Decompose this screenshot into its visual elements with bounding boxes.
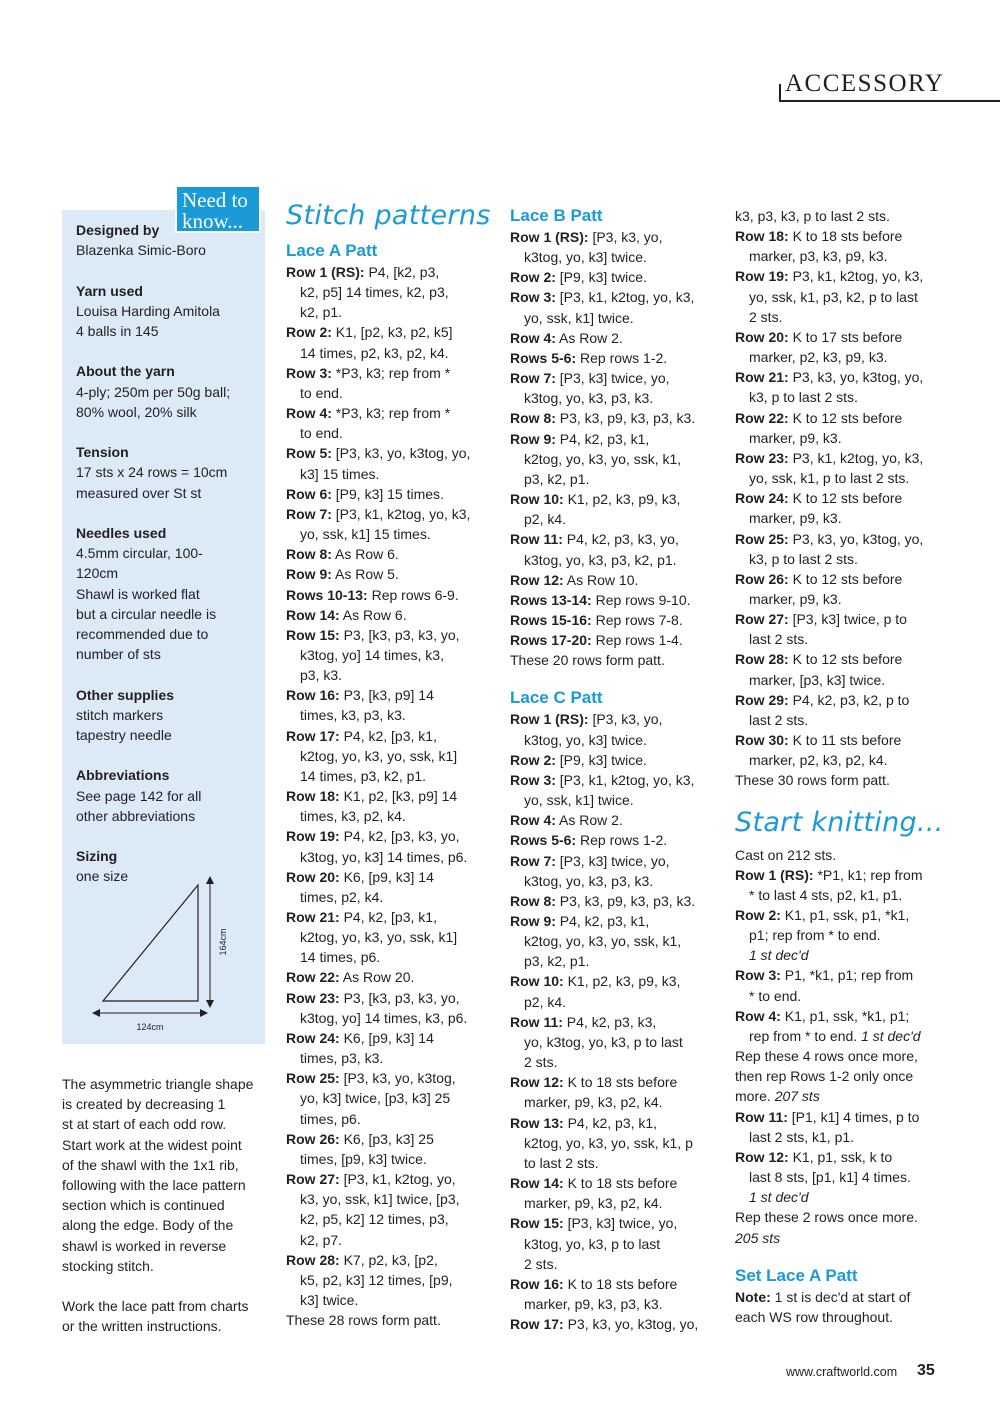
pattern-row: Row 26: K6, [p3, k3] 25 times, [p9, k3] twice. (286, 1130, 434, 1167)
pattern-row: Row 30: K to 11 sts before marker, p2, k3, p2, k4. (735, 732, 902, 769)
pattern-row: Rows 13-14: Rep rows 9-10. (510, 591, 691, 608)
pattern-row: Row 25: [P3, k3, yo, k3tog, yo, k3] twice, [p3, k3] 25 times, p6. (286, 1070, 456, 1127)
pattern-row: Row 16: K to 18 sts before marker, p9, k3, p3, k3. (510, 1275, 678, 1312)
pattern-row: Row 18: K to 18 sts before marker, p3, k3, p9, k3. (735, 228, 903, 265)
set-lace-a-heading: Set Lace A Patt (735, 1265, 858, 1285)
pattern-row: Row 15: P3, [k3, p3, k3, yo, k3tog, yo] 14 times, k3, p3, k3. (286, 626, 460, 684)
pattern-row: Rows 10-13: Rep rows 6-9. (286, 586, 459, 603)
pattern-row: Row 3: [P3, k1, k2tog, yo, k3, yo, ssk, k1] twice. (510, 771, 695, 809)
pattern-row: Row 24: K to 12 sts before marker, p9, k3. (735, 490, 903, 527)
info-label: Other supplies (76, 686, 175, 703)
info-block (76, 442, 261, 503)
sizing-diagram (90, 870, 240, 1040)
info-block (76, 765, 261, 826)
start-row-4: Row 4: K1, p1, ssk, *k1, p1; rep from * to end. 1 st dec'd (735, 1007, 921, 1044)
column-1 (286, 198, 501, 1330)
pattern-row: Row 17: P3, k3, yo, k3tog, yo, (510, 1316, 699, 1333)
info-label: Designed by (76, 222, 160, 238)
info-value: one size (76, 868, 129, 885)
badge-line-2: know... (182, 209, 244, 233)
lace-b-closing: These 20 rows form patt. (510, 652, 665, 669)
info-value: 4 balls in 145 (76, 323, 159, 339)
page-number: 35 (917, 1362, 935, 1379)
pattern-row: Row 5: [P3, k3, yo, k3tog, yo, k3] 15 times. (286, 445, 471, 482)
column-2 (510, 205, 728, 1334)
info-value: but a circular needle is (76, 605, 217, 622)
info-value: Shawl is worked flat (76, 585, 200, 602)
width-arrow-right (200, 1009, 208, 1017)
pattern-row: Row 22: As Row 20. (286, 969, 415, 986)
start-row-11: Row 11: [P1, k1] 4 times, p to last 2 sts, k1, p1. (735, 1108, 920, 1145)
pattern-row: Row 7: [P3, k3] twice, yo, k3tog, yo, k3, p3, k3. (510, 370, 670, 407)
pattern-row: Row 29: P4, k2, p3, k2, p to last 2 sts. (735, 691, 910, 728)
pattern-row: Row 20: K6, [p9, k3] 14 times, p2, k4. (286, 868, 434, 905)
pattern-row: Row 27: [P3, k1, k2tog, yo, k3, yo, ssk, k1] twice, [p3, k2, p5, k2] 12 times, p3, k2, p7. (286, 1171, 460, 1248)
start-row-2: Row 2: K1, p1, ssk, p1, *k1, p1; rep from * to end. 1 st dec'd (735, 907, 910, 964)
repeat-instruction-1: Rep these 4 rows once more, then rep Rows 1-2 only once more. 207 sts (735, 1048, 918, 1105)
pattern-row: Row 19: P4, k2, [p3, k3, yo, k3tog, yo, k3] 14 times, p6. (286, 828, 468, 865)
pattern-row: Rows 15-16: Rep rows 7-8. (510, 611, 683, 628)
pattern-row: Rows 5-6: Rep rows 1-2. (510, 349, 668, 366)
lace-c-rows-continued (735, 206, 955, 770)
section-title: ACCESSORY (785, 70, 945, 97)
pattern-row: Row 2: [P9, k3] twice. (510, 269, 647, 286)
info-value: 17 sts x 24 rows = 10cm (76, 464, 228, 481)
pattern-row: Row 2: K1, [p2, k3, p2, k5] 14 times, p2, k3, p2, k4. (286, 324, 453, 361)
pattern-row: Row 18: K1, p2, [k3, p9] 14 times, k3, p2, k4. (286, 788, 458, 825)
info-block (76, 220, 261, 260)
pattern-row: Row 10: K1, p2, k3, p9, k3, p2, k4. (510, 491, 681, 528)
cast-on-text: Cast on 212 sts. (735, 846, 837, 863)
info-block (76, 361, 261, 422)
pattern-row: Rows 17-20: Rep rows 1-4. (510, 632, 683, 649)
pattern-row: Row 14: As Row 6. (286, 606, 407, 623)
pattern-row: Row 13: P4, k2, p3, k1, k2tog, yo, k3, yo, ssk, k1, p to last 2 sts. (510, 1114, 693, 1171)
pattern-row: Row 8: P3, k3, p9, k3, p3, k3. (510, 410, 696, 427)
lace-a-rows (286, 262, 501, 1310)
info-value: Blazenka Simic-Boro (76, 242, 206, 259)
pattern-row: Row 23: P3, [k3, p3, k3, yo, k3tog, yo] 14 times, k3, p6. (286, 989, 468, 1026)
pattern-row: Row 11: P4, k2, p3, k3, yo, k3tog, yo, k3, p3, k2, p1. (510, 531, 679, 568)
pattern-row: Row 28: K to 12 sts before marker, [p3, k3] twice. (735, 651, 903, 688)
pattern-row: Row 7: [P3, k3] twice, yo, k3tog, yo, k3, p3, k3. (510, 852, 670, 889)
info-value: measured over St st (76, 484, 202, 501)
pattern-row: Row 8: P3, k3, p9, k3, p3, k3. (510, 892, 696, 909)
height-label: 164cm (218, 928, 228, 956)
pattern-row: Row 1 (RS): [P3, k3, yo, k3tog, yo, k3] twice. (510, 711, 663, 748)
pattern-row: Row 4: As Row 2. (510, 329, 623, 346)
lace-b-heading: Lace B Patt (510, 206, 603, 225)
info-block (76, 685, 261, 746)
pattern-row: Row 4: As Row 2. (510, 812, 623, 829)
lace-a-heading: Lace A Patt (286, 241, 378, 260)
header-rule (779, 100, 1000, 102)
pattern-row: Row 3: *P3, k3; rep from * to end. (286, 364, 451, 401)
repeat-instruction-2: Rep these 2 rows once more. 205 sts (735, 1209, 918, 1246)
info-value: Louisa Harding Amitola (76, 302, 220, 319)
pattern-row: Row 21: P3, k3, yo, k3tog, yo, k3, p to last 2 sts. (735, 369, 924, 406)
pattern-row: Row 9: As Row 5. (286, 566, 399, 583)
pattern-row: Row 17: P4, k2, [p3, k1, k2tog, yo, k3, yo, ssk, k1] 14 times, p3, k2, p1. (286, 727, 458, 784)
start-row-12: Row 12: K1, p1, ssk, k to last 8 sts, [p1, k1] 4 times. 1 st dec'd (735, 1148, 911, 1206)
height-arrow-bottom (206, 1000, 214, 1008)
pattern-row: Row 25: P3, k3, yo, k3tog, yo, k3, p to last 2 sts. (735, 530, 924, 567)
info-value: stitch markers (76, 706, 164, 723)
pattern-row: Rows 5-6: Rep rows 1-2. (510, 832, 668, 849)
pattern-row: Row 19: P3, k1, k2tog, yo, k3, yo, ssk, k1, p3, k2, p to last 2 sts. (735, 268, 924, 325)
shawl-triangle (103, 885, 198, 1001)
pattern-row: Row 28: K7, p2, k3, [p2, k5, p2, k3] 12 times, [p9, k3] twice. (286, 1251, 453, 1308)
note-text: Note: 1 st is dec'd at start of each WS row throughout. (735, 1288, 911, 1325)
width-label: 124cm (136, 1022, 164, 1032)
info-value: number of sts (76, 646, 161, 663)
lace-c-heading: Lace C Patt (510, 688, 603, 708)
info-value: recommended due to (76, 626, 209, 643)
stitch-patterns-heading: Stitch patterns (286, 200, 491, 231)
pattern-row: Row 6: [P9, k3] 15 times. (286, 485, 444, 502)
pattern-row: Row 23: P3, k1, k2tog, yo, k3, yo, ssk, k1, p to last 2 sts. (735, 449, 924, 487)
start-knitting-heading: Start knitting... (735, 806, 944, 838)
intro-paragraph-1: The asymmetric triangle shape is created by decreasing 1 st at start of each odd row. Start work at the widest point of the shawl with the 1x1 rib, following with the lace pattern section which is continued along the edge. Body of the shawl is worked in reverse stocking stitch. (62, 1076, 254, 1274)
info-label: Yarn used (76, 282, 143, 299)
lace-c-rows (510, 709, 728, 1334)
info-value: 4-ply; 250m per 50g ball; (76, 383, 231, 400)
pattern-row: Row 26: K to 12 sts before marker, p9, k3. (735, 570, 903, 607)
lace-c-closing: These 30 rows form patt. (735, 772, 890, 789)
pattern-row: Row 24: K6, [p9, k3] 14 times, p3, k3. (286, 1029, 434, 1067)
pattern-row: Row 4: *P3, k3; rep from * to end. (286, 405, 451, 442)
pattern-row: Row 11: P4, k2, p3, k3, yo, k3tog, yo, k3, p to last 2 sts. (510, 1013, 683, 1071)
info-value: other abbreviations (76, 807, 196, 824)
pattern-row: Row 1 (RS): P4, [k2, p3, k2, p5] 14 times, k2, p3, k2, p1. (286, 264, 449, 321)
info-label: About the yarn (76, 363, 175, 380)
info-value: 120cm (76, 565, 119, 582)
pattern-row: Row 20: K to 17 sts before marker, p2, k3, p9, k3. (735, 328, 903, 366)
info-block (76, 281, 261, 342)
column-3 (735, 206, 955, 1327)
pattern-row: Row 9: P4, k2, p3, k1, k2tog, yo, k3, yo, ssk, k1, p3, k2, p1. (510, 913, 682, 970)
pattern-row: Row 8: As Row 6. (286, 546, 399, 563)
pattern-row: Row 27: [P3, k3] twice, p to last 2 sts. (735, 611, 907, 648)
width-arrow-left (92, 1009, 100, 1017)
intro-text (62, 1074, 272, 1356)
pattern-row: Row 22: K to 12 sts before marker, p9, k3. (735, 409, 903, 446)
pattern-row: Row 15: [P3, k3] twice, yo, k3tog, yo, k3, p to last 2 sts. (510, 1215, 678, 1272)
pattern-row: Row 1 (RS): [P3, k3, yo, k3tog, yo, k3] twice. (510, 229, 663, 266)
pattern-row: Row 21: P4, k2, [p3, k1, k2tog, yo, k3, yo, ssk, k1] 14 times, p6. (286, 909, 458, 966)
pattern-row: Row 3: [P3, k1, k2tog, yo, k3, yo, ssk, k1] twice. (510, 289, 695, 326)
badge-line-1: Need to (182, 188, 248, 212)
info-label: Tension (76, 444, 129, 461)
info-label: Needles used (76, 525, 167, 541)
info-label: Sizing (76, 848, 118, 865)
footer-url[interactable]: www.craftworld.com (786, 1365, 898, 1379)
info-value: 80% wool, 20% silk (76, 403, 197, 420)
pattern-row: Row 2: [P9, k3] twice. (510, 751, 647, 768)
pattern-row: Row 12: As Row 10. (510, 571, 639, 588)
pattern-row: Row 10: K1, p2, k3, p9, k3, p2, k4. (510, 973, 681, 1010)
pattern-row: Row 7: [P3, k1, k2tog, yo, k3, yo, ssk, k1] 15 times. (286, 505, 471, 543)
lace-a-closing: These 28 rows form patt. (286, 1312, 441, 1329)
pattern-row: Row 12: K to 18 sts before marker, p9, k3, p2, k4. (510, 1074, 678, 1111)
pattern-row: k3, p3, k3, p to last 2 sts. (735, 208, 890, 224)
start-row-3: Row 3: P1, *k1, p1; rep from * to end. (735, 967, 914, 1004)
lace-b-rows (510, 227, 728, 650)
pattern-row: Row 16: P3, [k3, p9] 14 times, k3, p3, k3. (286, 687, 434, 724)
height-arrow-top (206, 876, 214, 884)
info-value: See page 142 for all (76, 787, 202, 804)
intro-paragraph-2: Work the lace patt from charts or the written instructions. (62, 1298, 249, 1335)
start-row-1: Row 1 (RS): *P1, k1; rep from * to last 4 sts, p2, k1, p1. (735, 866, 923, 903)
info-block (76, 523, 261, 664)
info-value: 4.5mm circular, 100- (76, 545, 203, 562)
info-label: Abbreviations (76, 767, 170, 784)
info-value: tapestry needle (76, 727, 172, 743)
pattern-row: Row 9: P4, k2, p3, k1, k2tog, yo, k3, yo, ssk, k1, p3, k2, p1. (510, 430, 682, 487)
pattern-row: Row 14: K to 18 sts before marker, p9, k3, p2, k4. (510, 1175, 678, 1212)
